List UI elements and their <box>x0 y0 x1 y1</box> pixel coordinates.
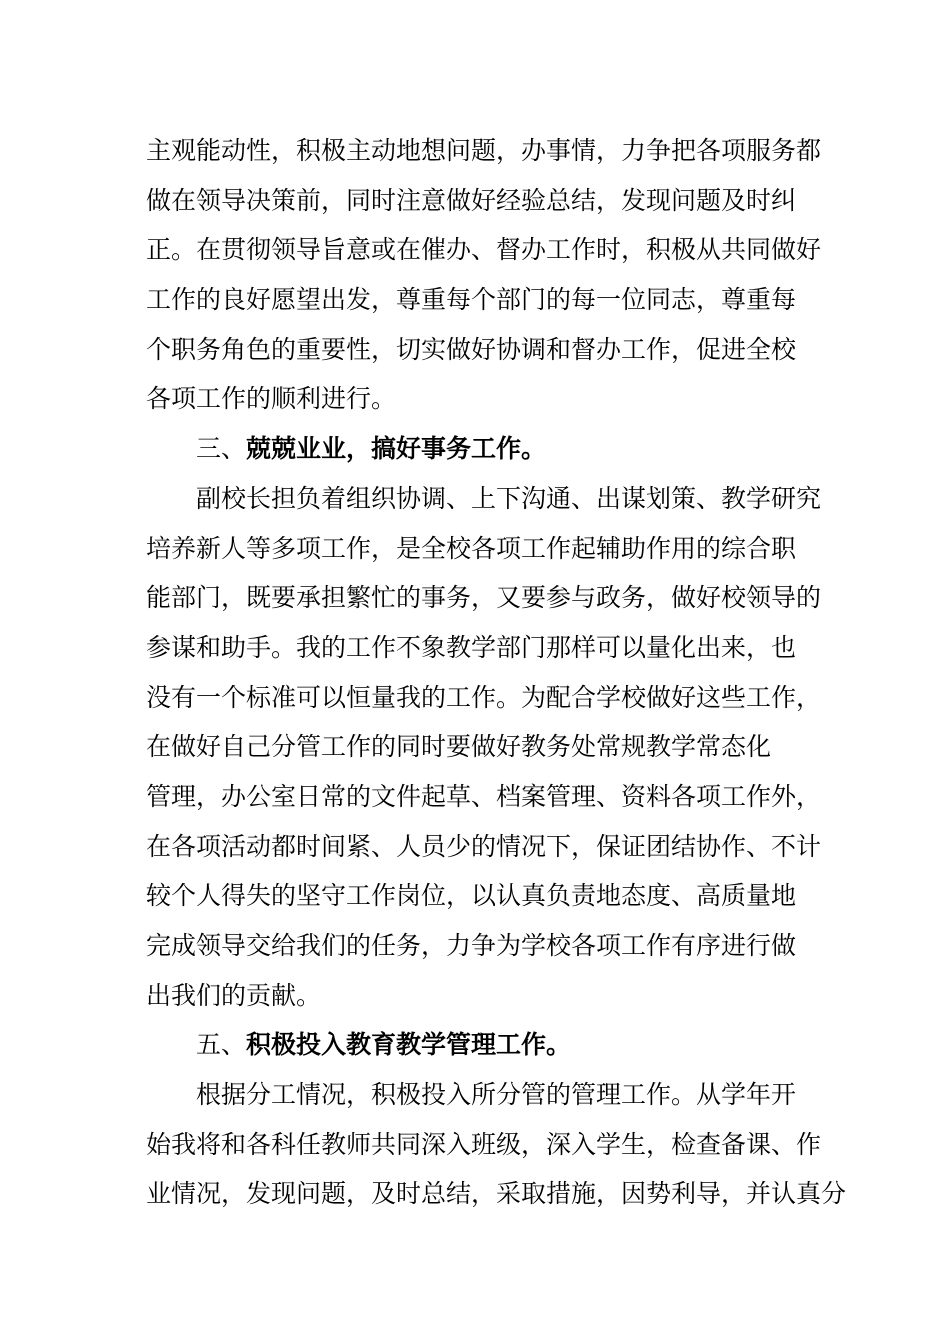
text-line: 正。在贯彻领导旨意或在催办、督办工作时，积极从共同做好 <box>146 235 822 265</box>
heading-text: 积极投入教育教学管理工作。 <box>246 1030 572 1060</box>
text-line: 副校长担负着组织协调、上下沟通、出谋划策、教学研究 <box>196 483 822 513</box>
section-heading-5 <box>146 1020 826 1070</box>
text-line: 出我们的贡献。 <box>146 980 322 1010</box>
text-line: 根据分工情况，积极投入所分管的管理工作。从学年开 <box>196 1080 797 1110</box>
section-heading-3 <box>146 424 826 474</box>
text-line: 始我将和各科任教师共同深入班级，深入学生，检查备课、作 <box>146 1129 822 1159</box>
text-line: 主观能动性，积极主动地想问题，办事情，力争把各项服务都 <box>146 136 822 165</box>
text-line: 各项工作的顺利进行。 <box>146 384 397 414</box>
text-line: 在各项活动都时间紧、人员少的情况下，保证团结协作、不计 <box>146 831 822 861</box>
paragraph <box>146 474 826 1021</box>
text-line: 做在领导决策前，同时注意做好经验总结，发现问题及时纠 <box>146 185 797 215</box>
text-line: 能部门，既要承担繁忙的事务，又要参与政务，做好校领导的 <box>146 583 822 613</box>
heading-number: 三、 <box>196 434 247 464</box>
text-line: 个职务角色的重要性，切实做好协调和督办工作，促进全校 <box>146 334 797 364</box>
text-line: 业情况，发现问题，及时总结，采取措施，因势利导，并认真分 <box>146 1179 847 1209</box>
text-line: 培养新人等多项工作，是全校各项工作起辅助作用的综合职 <box>146 533 797 563</box>
document-body <box>146 126 847 1219</box>
text-line: 在做好自己分管工作的同时要做好教务处常规教学常态化 <box>146 732 772 762</box>
text-line: 参谋和助手。我的工作不象教学部门那样可以量化出来，也 <box>146 632 797 662</box>
heading-number: 五、 <box>196 1030 247 1060</box>
paragraph <box>146 1070 847 1219</box>
heading-text: 兢兢业业，搞好事务工作。 <box>246 434 547 464</box>
text-line: 工作的良好愿望出发，尊重每个部门的每一位同志，尊重每 <box>146 285 797 315</box>
paragraph <box>146 126 826 424</box>
text-line: 没有一个标准可以恒量我的工作。为配合学校做好这些工作， <box>146 682 822 712</box>
text-line: 管理，办公室日常的文件起草、档案管理、资料各项工作外， <box>146 781 822 811</box>
text-line: 完成领导交给我们的任务，力争为学校各项工作有序进行做 <box>146 931 797 960</box>
text-line: 较个人得失的坚守工作岗位，以认真负责地态度、高质量地 <box>146 881 797 911</box>
